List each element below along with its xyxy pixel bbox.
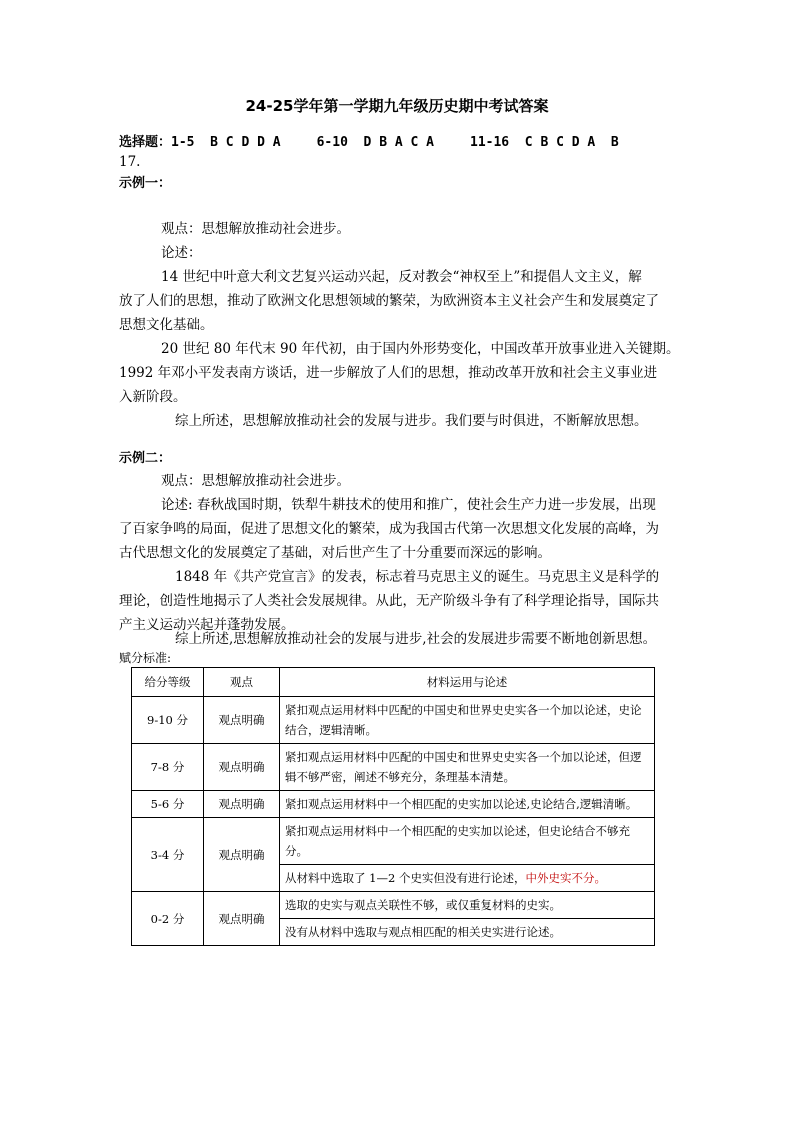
- example-2-label: 示例二：: [119, 451, 172, 466]
- example-2-para-1-line-3: 古代思想文化的发展奠定了基础，对后世产生了十分重要而深远的影响。: [119, 545, 551, 561]
- table-row: [132, 744, 655, 791]
- scoring-title: 赋分标准:: [119, 651, 172, 665]
- choice-group-3: 11-16 C B C D A B: [470, 135, 619, 150]
- question-17: 17.: [119, 154, 141, 170]
- viewpoint-cell: 观点明确: [204, 744, 280, 791]
- example-1-viewpoint: 观点：思想解放推动社会进步。: [161, 221, 350, 237]
- choice-label: 选择题：: [119, 135, 172, 150]
- viewpoint-cell: 观点明确: [204, 818, 280, 892]
- viewpoint-cell: 观点明确: [204, 892, 280, 946]
- example-2-para-1-line-1: 论述: 春秋战国时期，铁犁牛耕技术的使用和推广，使社会生产力进一步发展，出现: [161, 497, 656, 513]
- example-1-argue-label: 论述：: [161, 245, 202, 261]
- header-level: 给分等级: [132, 668, 204, 697]
- level-cell: 9-10 分: [132, 697, 204, 744]
- example-2-viewpoint: 观点：思想解放推动社会进步。: [161, 473, 350, 489]
- description-cell: 紧扣观点运用材料中一个相匹配的史实加以论述,史论结合,逻辑清晰。: [280, 791, 655, 818]
- choice-group-2: 6-10 D B A C A: [316, 135, 434, 150]
- example-1-para-1-line-2: 放了人们的思想，推动了欧洲文化思想领域的繁荣，为欧洲资本主义社会产生和发展奠定了: [119, 293, 659, 309]
- example-2-para-2-line-3: 产主义运动兴起并蓬勃发展。: [119, 617, 295, 633]
- header-viewpoint: 观点: [204, 668, 280, 697]
- example-1-para-2-line-3: 入新阶段。: [119, 389, 187, 405]
- scoring-table: [131, 667, 655, 946]
- example-1-para-1-line-3: 思想文化基础。: [119, 317, 214, 333]
- table-row: [132, 818, 655, 865]
- example-2-conclusion: 综上所述,思想解放推动社会的发展与进步,社会的发展进步需要不断地创新思想。: [175, 631, 657, 647]
- example-2-para-1-line-2: 了百家争鸣的局面，促进了思想文化的繁荣，成为我国古代第一次思想文化发展的高峰，为: [119, 521, 659, 537]
- level-cell: 3-4 分: [132, 818, 204, 892]
- description-cell: 紧扣观点运用材料中匹配的中国史和世界史史实各一个加以论述，但逻辑不够严密，阐述不够充分，条理基本清楚。: [280, 744, 655, 791]
- description-text: 从材料中选取了 1—2 个史实但没有进行论述，: [285, 871, 526, 885]
- description-cell-secondary: 没有从材料中选取与观点相匹配的相关史实进行论述。: [280, 919, 655, 946]
- header-description: 材料运用与论述: [280, 668, 655, 697]
- example-1-label: 示例一：: [119, 176, 172, 191]
- description-highlight: 中外史实不分。: [525, 871, 606, 885]
- table-row: [132, 791, 655, 818]
- example-2-para-2-line-2: 理论，创造性地揭示了人类社会发展规律。从此，无产阶级斗争有了科学理论指导，国际共: [119, 593, 659, 609]
- example-1-conclusion: 综上所述，思想解放推动社会的发展与进步。我们要与时俱进，不断解放思想。: [175, 413, 648, 429]
- level-cell: 0-2 分: [132, 892, 204, 946]
- description-cell: 紧扣观点运用材料中一个相匹配的史实加以论述，但史论结合不够充分。: [280, 818, 655, 865]
- example-1-para-2-line-2: 1992 年邓小平发表南方谈话，进一步解放了人们的思想，推动改革开放和社会主义事业进: [119, 365, 658, 381]
- description-cell-secondary: [280, 865, 655, 892]
- viewpoint-cell: 观点明确: [204, 697, 280, 744]
- table-header-row: [132, 668, 655, 697]
- choice-group-1: 1-5 B C D D A: [171, 135, 281, 150]
- example-2-para-2-line-1: 1848 年《共产党宣言》的发表，标志着马克思主义的诞生。马克思主义是科学的: [175, 569, 660, 585]
- example-1-para-1-line-1: 14 世纪中叶意大利文艺复兴运动兴起，反对教会“神权至上”和提倡人文主义，解: [161, 269, 642, 285]
- viewpoint-cell: 观点明确: [204, 791, 280, 818]
- level-cell: 7-8 分: [132, 744, 204, 791]
- choice-answers: [119, 131, 619, 150]
- description-cell: 紧扣观点运用材料中匹配的中国史和世界史史实各一个加以论述，史论结合，逻辑清晰。: [280, 697, 655, 744]
- level-cell: 5-6 分: [132, 791, 204, 818]
- page-title: 24-25学年第一学期九年级历史期中考试答案: [245, 97, 549, 115]
- table-row: [132, 892, 655, 919]
- example-1-para-2-line-1: 20 世纪 80 年代末 90 年代初，由于国内外形势变化，中国改革开放事业进入关键期。: [161, 341, 680, 357]
- description-cell: 选取的史实与观点关联性不够，或仅重复材料的史实。: [280, 892, 655, 919]
- table-row: [132, 697, 655, 744]
